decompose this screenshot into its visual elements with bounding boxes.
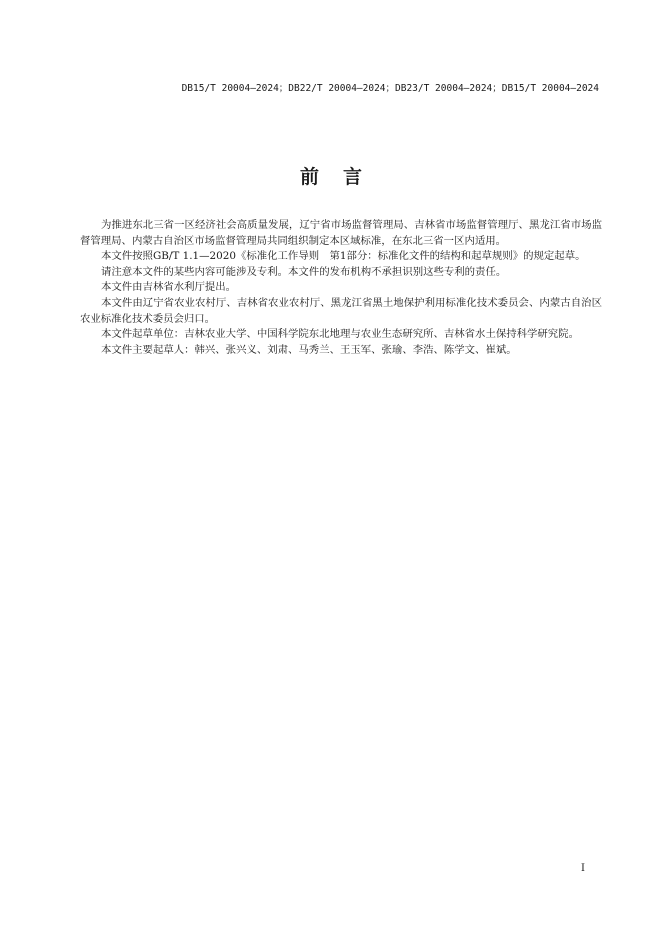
- standard-number-header: DB15/T 20004—2024；DB22/T 20004—2024；DB23/T 20004—2024；DB15/T 20004—2024: [181, 83, 599, 94]
- paragraph-drafters: 本文件主要起草人：韩兴、张兴义、刘肃、马秀兰、王玉军、张瑜、李浩、陈学文、崔斌。: [101, 343, 517, 356]
- paragraph-drafting-rules: 本文件按照GB/T 1.1—2020《标准化工作导则 第1部分：标准化文件的结构和起草规则》的规定起草。: [101, 250, 586, 263]
- page-number: I: [581, 863, 585, 874]
- paragraph-patent-notice: 请注意本文件的某些内容可能涉及专利。本文件的发布机构不承担识别这些专利的责任。: [101, 265, 507, 278]
- paragraph-drafting-units: 本文件起草单位：吉林农业大学、中国科学院东北地理与农业生态研究所、吉林省水土保持科学研究院。: [101, 328, 579, 341]
- page-title: 前言: [299, 166, 386, 188]
- paragraph-purpose: 为推进东北三省一区经济社会高质量发展，辽宁省市场监督管理局、吉林省市场监督管理厅、黑龙江省市场监督管理局、内蒙古自治区市场监督管理局共同组织制定本区域标准，在东北三省一区内适用。: [80, 219, 602, 247]
- foreword-body: [80, 218, 602, 358]
- paragraph-proposer: 本文件由吉林省水利厅提出。: [101, 281, 237, 294]
- paragraph-administrator: 本文件由辽宁省农业农村厅、吉林省农业农村厅、黑龙江省黑土地保护利用标准化技术委员会、内蒙古自治区农业标准化技术委员会归口。: [80, 296, 602, 325]
